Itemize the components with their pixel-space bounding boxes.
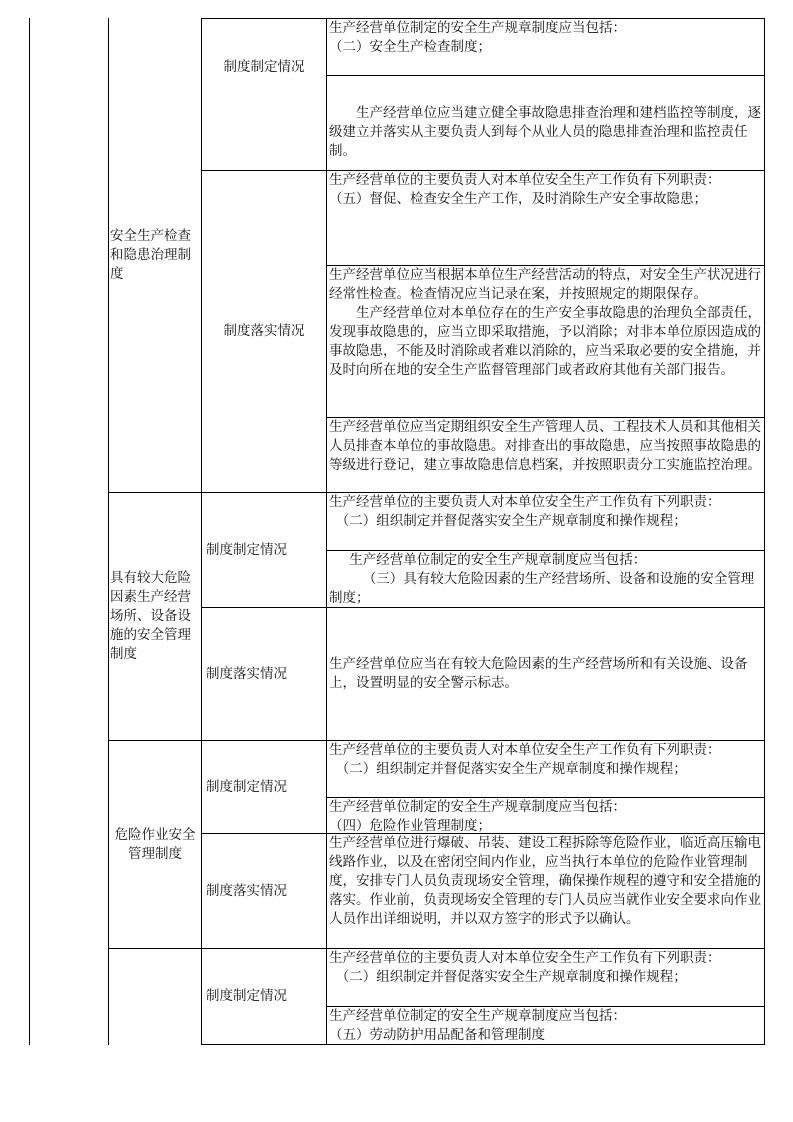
group-label: 制度制定情况 bbox=[206, 988, 287, 1004]
content-cell bbox=[326, 740, 765, 798]
content-paragraph: （二）安全生产检查制度； bbox=[329, 39, 491, 55]
group-label-cell bbox=[201, 607, 327, 741]
group-label-cell bbox=[201, 18, 327, 171]
content-paragraph: （五）督促、检查安全生产工作，及时消除生产安全事故隐患； bbox=[329, 191, 707, 207]
content-paragraph: （二）组织制定并督促落实安全生产规章制度和操作规程； bbox=[335, 761, 687, 777]
content-cell bbox=[326, 417, 765, 493]
content-paragraph: 生产经营单位制定的安全生产规章制度应当包括： bbox=[329, 1008, 626, 1024]
group-label-cell bbox=[201, 170, 327, 493]
section-title: 安全生产检查和隐患治理制度 bbox=[110, 227, 191, 282]
content-cell bbox=[326, 797, 765, 834]
content-cell bbox=[326, 833, 765, 949]
content-paragraph: 生产经营单位应当建立健全事故隐患排查治理和建档监控等制度，逐级建立并落实从主要负责人到每个从业人员的隐患排查治理和监控责任制。 bbox=[329, 105, 761, 159]
content-cell bbox=[326, 948, 765, 1007]
content-cell bbox=[326, 607, 765, 741]
group-label-cell bbox=[201, 740, 327, 834]
content-paragraph: 生产经营单位制定的安全生产规章制度应当包括： bbox=[329, 799, 626, 815]
section-title-cell bbox=[108, 18, 202, 492]
section-title: 具有较大危险因素生产经营场所、设备设施的安全管理制度 bbox=[110, 570, 191, 662]
group-label: 制度落实情况 bbox=[206, 665, 287, 682]
content-cell bbox=[326, 1006, 765, 1045]
section-title: 危险作业安全管理制度 bbox=[114, 826, 196, 862]
content-paragraph: 生产经营单位制定的安全生产规章制度应当包括： bbox=[329, 20, 626, 36]
section-title-cell bbox=[108, 492, 202, 740]
content-paragraph: （三）具有较大危险因素的生产经营场所、设备和设施的安全管理制度； bbox=[329, 571, 755, 606]
content-paragraph: （二）组织制定并督促落实安全生产规章制度和操作规程； bbox=[335, 969, 687, 985]
group-label-cell bbox=[201, 492, 327, 608]
content-paragraph: 生产经营单位的主要负责人对本单位安全生产工作负有下列职责： bbox=[329, 172, 721, 188]
group-label: 制度落实情况 bbox=[206, 882, 287, 899]
content-paragraph: 生产经营单位对本单位存在的生产安全事故隐患的治理负全部责任，发现事故隐患的，应当立即采取措施，予以消除；对非本单位原因造成的事故隐患，不能及时消除或者难以消除的，应当采取必要的安全措施，并及时向所在地的安全生产监督管理部门或者政府其他有关部门报告。 bbox=[329, 305, 761, 378]
content-cell bbox=[326, 265, 765, 418]
group-label-cell bbox=[201, 833, 327, 949]
content-paragraph: （四）危险作业管理制度； bbox=[329, 818, 491, 834]
content-paragraph: 生产经营单位应当根据本单位生产经营活动的特点，对安全生产状况进行经常性检查。检查情况应当记录在案，并按照规定的期限保存。 bbox=[329, 267, 761, 302]
group-label: 制度制定情况 bbox=[206, 541, 287, 558]
content-paragraph: 生产经营单位的主要负责人对本单位安全生产工作负有下列职责： bbox=[329, 494, 721, 510]
content-paragraph: 生产经营单位应当定期组织安全生产管理人员、工程技术人员和其他相关人员排查本单位的事故隐患。对排查出的事故隐患，应当按照事故隐患的等级进行登记，建立事故隐患信息档案，并按照职责分工实施监控治理。 bbox=[329, 419, 761, 473]
group-label: 制度制定情况 bbox=[223, 59, 305, 75]
content-paragraph: （五）劳动防护用品配备和管理制度 bbox=[329, 1027, 545, 1043]
content-paragraph: 生产经营单位应当在有较大危险因素的生产经营场所和有关设施、设备上，设置明显的安全警示标志。 bbox=[329, 656, 748, 691]
group-label: 制度落实情况 bbox=[223, 323, 305, 339]
section-title-cell bbox=[108, 740, 202, 948]
content-cell bbox=[326, 170, 765, 266]
content-paragraph: 生产经营单位的主要负责人对本单位安全生产工作负有下列职责： bbox=[329, 742, 721, 758]
content-cell bbox=[326, 75, 765, 171]
group-label: 制度制定情况 bbox=[206, 778, 287, 795]
table-rule-col1 bbox=[29, 18, 30, 1045]
content-cell bbox=[326, 492, 765, 551]
content-cell bbox=[326, 550, 765, 608]
content-cell bbox=[326, 18, 765, 76]
content-paragraph: 生产经营单位的主要负责人对本单位安全生产工作负有下列职责： bbox=[329, 950, 721, 966]
content-paragraph: 生产经营单位制定的安全生产规章制度应当包括： bbox=[349, 552, 647, 568]
group-label-cell bbox=[201, 948, 327, 1045]
section-title-cell bbox=[108, 948, 202, 1044]
content-paragraph: 生产经营单位进行爆破、吊装、建设工程拆除等危险作业，临近高压输电线路作业，以及在密闭空间内作业，应当执行本单位的危险作业管理制度，安排专门人员负责现场安全管理，确保操作规程的遵守和安全措施的落实。作业前，负责现场安全管理的专门人员应当就作业安全要求向作业人员作出详细说明，并以双方签字的形式予以确认。 bbox=[329, 835, 761, 927]
content-paragraph: （二）组织制定并督促落实安全生产规章制度和操作规程； bbox=[335, 513, 687, 529]
